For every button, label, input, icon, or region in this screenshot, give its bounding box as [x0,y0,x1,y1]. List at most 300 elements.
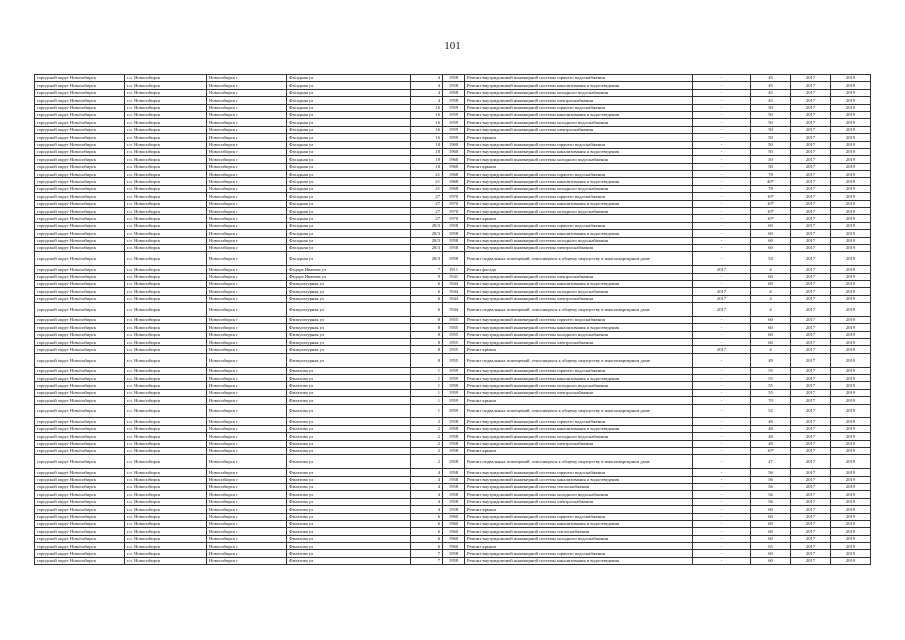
cell-value: 56 [751,491,791,498]
cell-build-year: 1958 [443,440,465,447]
cell-build-year: 1958 [443,89,465,96]
cell-build-year: 1944 [443,303,465,317]
cell-city: г.о. Новосибирск [125,346,207,353]
cell-city: г.о. Новосибирск [125,543,207,550]
register-body [35,75,871,565]
cell-city: г.о. Новосибирск [125,404,207,418]
cell-value: 60 [751,535,791,542]
cell-build-year: 1955 [443,353,465,367]
cell-period-end: 2019 [831,273,871,280]
cell-plan-year: - [693,215,751,222]
table-row [35,535,871,542]
cell-house-number: 18 [411,141,443,148]
cell-period-end: 2019 [831,97,871,104]
cell-plan-year: - [693,433,751,440]
cell-district: городской округ Новосибирск [35,178,125,185]
cell-locality: Новосибирск г [207,178,287,185]
cell-locality: Новосибирск г [207,126,287,133]
table-row [35,440,871,447]
cell-city: г.о. Новосибирск [125,550,207,557]
cell-house-number: 21 [411,171,443,178]
table-row [35,111,871,118]
cell-work-type: Ремонт внутридомовой инженерной системы электроснабжения [465,498,693,505]
cell-work-type: Ремонт крыши [465,447,693,454]
cell-work-type: Ремонт внутридомовой инженерной системы электроснабжения [465,244,693,251]
cell-locality: Новосибирск г [207,134,287,141]
cell-plan-year: - [693,185,751,192]
cell-period-start: 2017 [791,208,831,215]
cell-value: 78 [751,185,791,192]
table-row [35,469,871,476]
cell-plan-year: - [693,440,751,447]
cell-build-year: 1911 [443,266,465,273]
cell-build-year: 1958 [443,244,465,251]
cell-plan-year: - [693,331,751,338]
cell-period-start: 2017 [791,178,831,185]
cell-period-end: 2019 [831,483,871,490]
cell-value: 60 [751,324,791,331]
cell-city: г.о. Новосибирск [125,440,207,447]
cell-period-start: 2017 [791,447,831,454]
cell-city: г.о. Новосибирск [125,75,207,82]
cell-district: городской округ Новосибирск [35,111,125,118]
cell-city: г.о. Новосибирск [125,447,207,454]
cell-city: г.о. Новосибирск [125,156,207,163]
cell-plan-year: - [693,97,751,104]
cell-street: Филатова ул [287,418,411,425]
cell-period-end: 2019 [831,266,871,273]
cell-locality: Новосибирск г [207,273,287,280]
cell-build-year: 1959 [443,126,465,133]
cell-city: г.о. Новосибирск [125,476,207,483]
cell-build-year: 1958 [443,97,465,104]
cell-period-end: 2019 [831,244,871,251]
cell-value: 4 [751,295,791,302]
table-row [35,215,871,222]
cell-district: городской округ Новосибирск [35,331,125,338]
table-row [35,316,871,323]
cell-plan-year: - [693,339,751,346]
cell-locality: Новосибирск г [207,288,287,295]
cell-district: городской округ Новосибирск [35,163,125,170]
cell-city: г.о. Новосибирск [125,324,207,331]
cell-build-year: 1959 [443,134,465,141]
cell-district: городской округ Новосибирск [35,82,125,89]
cell-build-year: 1958 [443,418,465,425]
cell-district: городской округ Новосибирск [35,237,125,244]
cell-house-number: 1 [411,375,443,382]
cell-period-end: 2019 [831,550,871,557]
cell-locality: Новосибирск г [207,171,287,178]
cell-work-type: Ремонт внутридомовой инженерной системы электроснабжения [465,97,693,104]
cell-value: 50 [751,134,791,141]
cell-period-end: 2019 [831,425,871,432]
cell-house-number: 18 [411,156,443,163]
cell-period-end: 2019 [831,397,871,404]
cell-city: г.о. Новосибирск [125,89,207,96]
cell-house-number: 2 [411,433,443,440]
cell-house-number: 16 [411,126,443,133]
cell-period-end: 2019 [831,222,871,229]
cell-value: 49 [751,353,791,367]
cell-period-end: 2019 [831,82,871,89]
cell-build-year: 1955 [443,316,465,323]
cell-build-year: 1959 [443,397,465,404]
table-row [35,483,871,490]
cell-period-end: 2019 [831,469,871,476]
table-row [35,418,871,425]
cell-district: городской округ Новосибирск [35,324,125,331]
cell-street: Фасадная ул [287,82,411,89]
cell-street: Физкультурная ул [287,295,411,302]
cell-locality: Новосибирск г [207,148,287,155]
cell-period-start: 2017 [791,367,831,374]
cell-period-end: 2019 [831,346,871,353]
cell-build-year: 1958 [443,476,465,483]
cell-street: Фасадная ул [287,104,411,111]
cell-house-number: 2 [411,440,443,447]
cell-work-type: Ремонт внутридомовой инженерной системы электроснабжения [465,295,693,302]
cell-street: Фасадная ул [287,97,411,104]
cell-house-number: 8 [411,353,443,367]
table-row [35,404,871,418]
table-row [35,200,871,207]
cell-build-year: 1958 [443,447,465,454]
cell-district: городской округ Новосибирск [35,425,125,432]
cell-work-type: Ремонт внутридомовой инженерной системы канализования и водоотведения [465,178,693,185]
cell-district: городской округ Новосибирск [35,288,125,295]
cell-value: 48 [751,433,791,440]
cell-plan-year: - [693,397,751,404]
cell-street: Фасадная ул [287,119,411,126]
cell-district: городской округ Новосибирск [35,185,125,192]
cell-locality: Новосибирск г [207,375,287,382]
cell-street: Фасадная ул [287,185,411,192]
table-row [35,134,871,141]
cell-period-start: 2017 [791,535,831,542]
cell-period-end: 2019 [831,237,871,244]
cell-city: г.о. Новосибирск [125,557,207,564]
cell-street: Филатова ул [287,528,411,535]
cell-plan-year: - [693,111,751,118]
cell-district: городской округ Новосибирск [35,543,125,550]
cell-district: городской округ Новосибирск [35,528,125,535]
cell-work-type: Ремонт внутридомовой инженерной системы теплоснабжения [465,528,693,535]
cell-district: городской округ Новосибирск [35,535,125,542]
cell-city: г.о. Новосибирск [125,483,207,490]
cell-house-number: 1 [411,397,443,404]
cell-street: Фасадная ул [287,171,411,178]
cell-locality: Новосибирск г [207,535,287,542]
table-row [35,178,871,185]
cell-city: г.о. Новосибирск [125,535,207,542]
cell-locality: Новосибирск г [207,316,287,323]
cell-city: г.о. Новосибирск [125,455,207,469]
cell-period-start: 2017 [791,119,831,126]
cell-city: г.о. Новосибирск [125,252,207,266]
cell-plan-year: - [693,367,751,374]
cell-value: 55 [751,375,791,382]
cell-period-start: 2017 [791,295,831,302]
cell-work-type: Ремонт внутридомовой инженерной системы холодного водоснабжения [465,491,693,498]
cell-build-year: 1959 [443,375,465,382]
cell-work-type: Ремонт внутридомовой инженерной системы канализования и водоотведения [465,324,693,331]
cell-plan-year: - [693,156,751,163]
cell-locality: Новосибирск г [207,339,287,346]
table-row [35,498,871,505]
cell-street: Филатова ул [287,491,411,498]
cell-locality: Новосибирск г [207,119,287,126]
cell-district: городской округ Новосибирск [35,404,125,418]
cell-city: г.о. Новосибирск [125,339,207,346]
table-row [35,550,871,557]
table-row [35,171,871,178]
cell-build-year: 1958 [443,75,465,82]
cell-house-number: 9 [411,273,443,280]
cell-street: Фасадная ул [287,89,411,96]
cell-city: г.о. Новосибирск [125,148,207,155]
table-row [35,425,871,432]
cell-house-number: 7 [411,266,443,273]
cell-street: Физкультурная ул [287,303,411,317]
cell-period-end: 2019 [831,506,871,513]
cell-plan-year: - [693,520,751,527]
cell-value: 50 [751,111,791,118]
cell-plan-year: - [693,550,751,557]
cell-work-type: Ремонт крыши [465,543,693,550]
cell-build-year: 1960 [443,528,465,535]
cell-work-type: Ремонт подвальных помещений, относящихся к общему имуществу в многоквартирном доме [465,303,693,317]
cell-period-start: 2017 [791,506,831,513]
cell-city: г.о. Новосибирск [125,331,207,338]
table-row [35,89,871,96]
cell-period-end: 2019 [831,535,871,542]
cell-plan-year: - [693,273,751,280]
cell-district: городской округ Новосибирск [35,513,125,520]
cell-district: городской округ Новосибирск [35,126,125,133]
cell-period-start: 2017 [791,382,831,389]
cell-house-number: 8 [411,346,443,353]
table-row [35,230,871,237]
cell-street: Филатова ул [287,513,411,520]
cell-street: Фасадная ул [287,134,411,141]
cell-locality: Новосибирск г [207,324,287,331]
cell-period-end: 2019 [831,353,871,367]
cell-value: 50 [751,163,791,170]
cell-house-number: 28/3 [411,230,443,237]
cell-street: Филатова ул [287,535,411,542]
cell-period-end: 2019 [831,156,871,163]
table-row [35,97,871,104]
cell-city: г.о. Новосибирск [125,266,207,273]
table-row [35,339,871,346]
cell-street: Филатова ул [287,375,411,382]
cell-locality: Новосибирск г [207,476,287,483]
cell-district: городской округ Новосибирск [35,506,125,513]
cell-plan-year: - [693,506,751,513]
cell-city: г.о. Новосибирск [125,141,207,148]
cell-street: Фасадная ул [287,208,411,215]
cell-period-end: 2019 [831,324,871,331]
cell-work-type: Ремонт внутридомовой инженерной системы электроснабжения [465,273,693,280]
cell-value: 60 [751,528,791,535]
cell-city: г.о. Новосибирск [125,222,207,229]
cell-street: Фасадная ул [287,163,411,170]
cell-district: городской округ Новосибирск [35,389,125,396]
cell-city: г.о. Новосибирск [125,425,207,432]
cell-plan-year: - [693,193,751,200]
cell-city: г.о. Новосибирск [125,104,207,111]
cell-house-number: 2 [411,447,443,454]
cell-period-end: 2019 [831,280,871,287]
cell-period-start: 2017 [791,324,831,331]
cell-period-start: 2017 [791,316,831,323]
cell-build-year: 1959 [443,119,465,126]
cell-locality: Новосибирск г [207,141,287,148]
cell-house-number: 16 [411,134,443,141]
cell-locality: Новосибирск г [207,491,287,498]
cell-value: 60 [751,506,791,513]
cell-city: г.о. Новосибирск [125,397,207,404]
cell-value: 45 [751,75,791,82]
repair-register-table [34,74,871,565]
cell-value: 4 [751,266,791,273]
cell-locality: Новосибирск г [207,557,287,564]
cell-locality: Новосибирск г [207,215,287,222]
cell-street: Филатова ул [287,447,411,454]
cell-city: г.о. Новосибирск [125,520,207,527]
cell-value: 60 [751,280,791,287]
table-row [35,252,871,266]
cell-city: г.о. Новосибирск [125,237,207,244]
cell-locality: Новосибирск г [207,528,287,535]
cell-street: Фасадная ул [287,244,411,251]
cell-house-number: 4 [411,506,443,513]
cell-street: Фасадная ул [287,237,411,244]
cell-district: городской округ Новосибирск [35,418,125,425]
cell-work-type: Ремонт крыши [465,215,693,222]
cell-city: г.о. Новосибирск [125,353,207,367]
cell-locality: Новосибирск г [207,455,287,469]
cell-city: г.о. Новосибирск [125,498,207,505]
cell-district: городской округ Новосибирск [35,520,125,527]
cell-value: 56 [751,469,791,476]
cell-plan-year: 2017 [693,303,751,317]
cell-district: городской округ Новосибирск [35,295,125,302]
table-row [35,237,871,244]
cell-city: г.о. Новосибирск [125,491,207,498]
cell-locality: Новосибирск г [207,295,287,302]
cell-plan-year: - [693,418,751,425]
cell-locality: Новосибирск г [207,447,287,454]
cell-locality: Новосибирск г [207,469,287,476]
cell-plan-year: - [693,163,751,170]
cell-work-type: Ремонт крыши [465,397,693,404]
cell-period-end: 2019 [831,215,871,222]
cell-build-year: 1959 [443,104,465,111]
cell-district: городской округ Новосибирск [35,476,125,483]
cell-house-number: 4 [411,97,443,104]
cell-value: 60 [751,237,791,244]
cell-work-type: Ремонт внутридомовой инженерной системы горячего водоснабжения [465,171,693,178]
cell-plan-year: - [693,404,751,418]
cell-locality: Новосибирск г [207,75,287,82]
cell-build-year: 1960 [443,148,465,155]
cell-period-end: 2019 [831,339,871,346]
cell-period-start: 2017 [791,513,831,520]
cell-work-type: Ремонт внутридомовой инженерной системы канализования и водоотведения [465,557,693,564]
cell-value: 60 [751,550,791,557]
table-row [35,528,871,535]
cell-city: г.о. Новосибирск [125,506,207,513]
cell-period-end: 2019 [831,230,871,237]
cell-plan-year: - [693,252,751,266]
cell-period-start: 2017 [791,134,831,141]
cell-value: 50 [751,141,791,148]
cell-locality: Новосибирск г [207,89,287,96]
cell-build-year: 1944 [443,280,465,287]
cell-period-start: 2017 [791,215,831,222]
cell-period-end: 2019 [831,389,871,396]
cell-district: городской округ Новосибирск [35,193,125,200]
cell-plan-year: - [693,382,751,389]
cell-work-type: Ремонт внутридомовой инженерной системы холодного водоснабжения [465,156,693,163]
cell-work-type: Ремонт внутридомовой инженерной системы горячего водоснабжения [465,469,693,476]
cell-city: г.о. Новосибирск [125,367,207,374]
cell-street: Филатова ул [287,506,411,513]
cell-house-number: 28/3 [411,237,443,244]
cell-value: 60 [751,230,791,237]
cell-house-number: 8 [411,324,443,331]
cell-period-start: 2017 [791,141,831,148]
cell-plan-year: - [693,244,751,251]
cell-street: Филатова ул [287,382,411,389]
cell-plan-year: - [693,491,751,498]
cell-build-year: 1960 [443,535,465,542]
table-row [35,288,871,295]
cell-house-number: 1 [411,367,443,374]
cell-value: 60 [751,557,791,564]
cell-city: г.о. Новосибирск [125,280,207,287]
cell-plan-year: - [693,178,751,185]
cell-plan-year: - [693,134,751,141]
cell-build-year: 1959 [443,382,465,389]
table-row [35,104,871,111]
cell-value: 60 [751,520,791,527]
cell-plan-year: 2017 [693,295,751,302]
cell-plan-year: - [693,389,751,396]
cell-build-year: 1958 [443,237,465,244]
table-row [35,382,871,389]
cell-city: г.о. Новосибирск [125,97,207,104]
cell-city: г.о. Новосибирск [125,230,207,237]
cell-district: городской округ Новосибирск [35,156,125,163]
cell-period-end: 2019 [831,447,871,454]
cell-house-number: 18 [411,148,443,155]
cell-build-year: 1958 [443,506,465,513]
cell-work-type: Ремонт внутридомовой инженерной системы холодного водоснабжения [465,237,693,244]
table-row [35,126,871,133]
cell-locality: Новосибирск г [207,367,287,374]
table-row [35,455,871,469]
cell-value: 65 [751,543,791,550]
cell-build-year: 1958 [443,491,465,498]
table-row [35,375,871,382]
cell-district: городской округ Новосибирск [35,303,125,317]
cell-build-year: 1941 [443,273,465,280]
cell-house-number: 27 [411,208,443,215]
cell-value: 10* [751,200,791,207]
